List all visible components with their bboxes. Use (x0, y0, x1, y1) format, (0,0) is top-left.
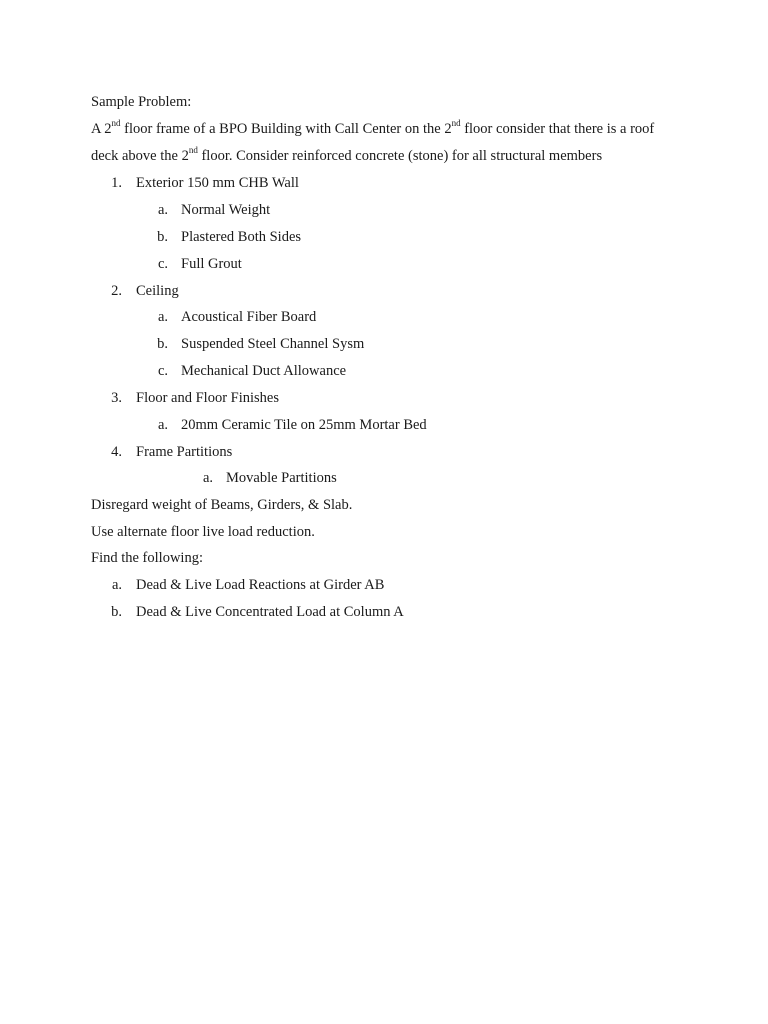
intro-text: floor consider that there is a roof (460, 121, 655, 137)
sublist-item: Full Grout (181, 256, 242, 272)
note-disregard: Disregard weight of Beams, Girders, & Slab. (91, 497, 353, 513)
intro-line-2 (91, 147, 602, 165)
find-heading: Find the following: (91, 550, 203, 566)
sublist-item: 20mm Ceramic Tile on 25mm Mortar Bed (181, 417, 427, 433)
list-item: Frame Partitions (136, 444, 233, 460)
find-marker: a. (111, 577, 122, 593)
sublist-item: Normal Weight (181, 202, 271, 218)
intro-text: deck above the 2 (91, 148, 189, 164)
list-marker: 1. (111, 175, 122, 191)
list-item: Exterior 150 mm CHB Wall (136, 175, 299, 191)
superscript: nd (451, 118, 461, 129)
problem-heading: Sample Problem: (91, 94, 192, 110)
intro-text: floor. Consider reinforced concrete (stone) for all structural members (197, 148, 603, 164)
sublist-item: Mechanical Duct Allowance (181, 363, 347, 379)
sublist-marker: a. (157, 309, 168, 325)
list-item: Ceiling (136, 283, 179, 299)
intro-text: A 2 (91, 121, 112, 137)
sublist-marker: b. (157, 336, 168, 352)
sublist-marker: c. (157, 363, 168, 379)
intro-text: floor frame of a BPO Building with Call Center on the 2 (120, 121, 452, 137)
sublist-item: Suspended Steel Channel Sysm (181, 336, 365, 352)
superscript: nd (188, 145, 198, 156)
sublist-item: Acoustical Fiber Board (181, 309, 317, 325)
list-marker: 3. (111, 390, 122, 406)
sublist-item: Plastered Both Sides (181, 229, 302, 245)
find-item: Dead & Live Load Reactions at Girder AB (136, 577, 385, 593)
intro-line-1 (91, 120, 654, 138)
sublist-marker: c. (157, 256, 168, 272)
find-marker: b. (111, 604, 122, 620)
sublist-marker: a. (202, 470, 213, 486)
list-marker: 2. (111, 283, 122, 299)
sublist-marker: a. (157, 417, 168, 433)
find-item: Dead & Live Concentrated Load at Column A (136, 604, 404, 620)
sublist-marker: a. (157, 202, 168, 218)
superscript: nd (111, 118, 121, 129)
note-live-load: Use alternate floor live load reduction. (91, 524, 315, 540)
sublist-marker: b. (157, 229, 168, 245)
list-item: Floor and Floor Finishes (136, 390, 279, 406)
list-marker: 4. (111, 444, 122, 460)
sublist-item: Movable Partitions (226, 470, 337, 486)
